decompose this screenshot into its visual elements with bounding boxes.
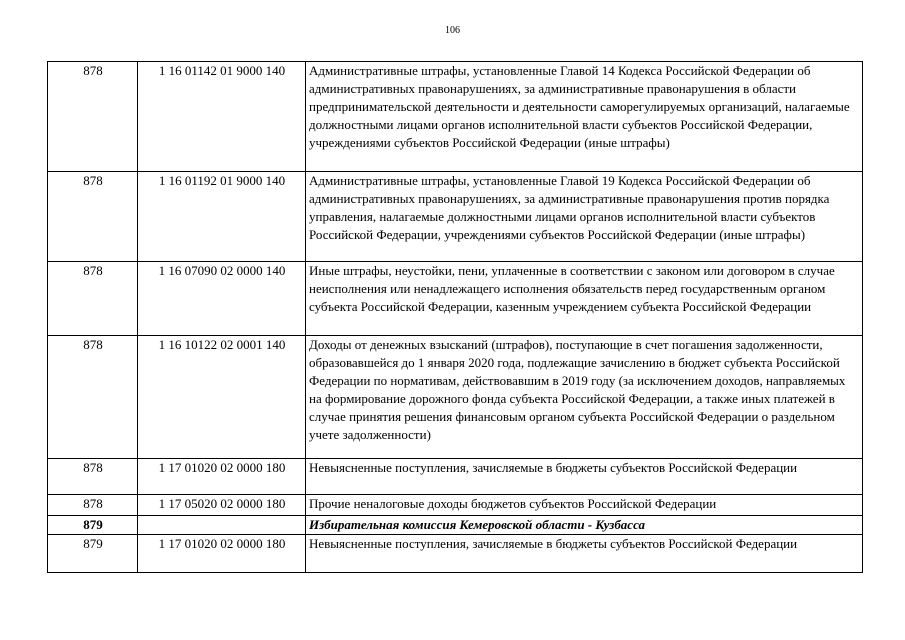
admin-code-cell: 878 — [48, 262, 138, 336]
table-row — [48, 535, 863, 573]
description-cell: Административные штрафы, установленные Главой 19 Кодекса Российской Федерации об административных правонарушениях, за административные правонарушения против порядка управления, налагаемые должностными лицами органов исполнительной власти субъектов Российской Федерации, учреждениями субъектов Российской Федерации (иные штрафы) — [306, 172, 863, 262]
admin-code-cell: 878 — [48, 336, 138, 459]
administrator-name-cell: Избирательная комиссия Кемеровской области - Кузбасса — [306, 516, 863, 535]
table-row-section-header — [48, 516, 863, 535]
revenue-code-cell: 1 16 07090 02 0000 140 — [138, 262, 306, 336]
revenue-code-cell — [138, 516, 306, 535]
revenue-code-cell: 1 17 01020 02 0000 180 — [138, 535, 306, 573]
description-cell: Невыясненные поступления, зачисляемые в бюджеты субъектов Российской Федерации — [306, 459, 863, 495]
table-row — [48, 495, 863, 516]
revenue-code-cell: 1 17 01020 02 0000 180 — [138, 459, 306, 495]
revenue-code-cell: 1 17 05020 02 0000 180 — [138, 495, 306, 516]
revenue-codes-table — [47, 61, 863, 573]
admin-code-cell: 878 — [48, 459, 138, 495]
revenue-code-cell: 1 16 01142 01 9000 140 — [138, 62, 306, 172]
table-row — [48, 459, 863, 495]
table-row — [48, 336, 863, 459]
admin-code-cell: 879 — [48, 535, 138, 573]
description-cell: Прочие неналоговые доходы бюджетов субъектов Российской Федерации — [306, 495, 863, 516]
admin-code-cell: 878 — [48, 172, 138, 262]
admin-code-cell: 878 — [48, 62, 138, 172]
page-number: 106 — [445, 25, 460, 36]
revenue-code-cell: 1 16 10122 02 0001 140 — [138, 336, 306, 459]
revenue-code-cell: 1 16 01192 01 9000 140 — [138, 172, 306, 262]
table-row — [48, 62, 863, 172]
description-cell: Иные штрафы, неустойки, пени, уплаченные в соответствии с законом или договором в случае неисполнения или ненадлежащего исполнения обязательств перед государственным органом субъекта Российской Федерации, казенным учреждением субъекта Российской Федерации — [306, 262, 863, 336]
table-row — [48, 262, 863, 336]
description-cell: Невыясненные поступления, зачисляемые в бюджеты субъектов Российской Федерации — [306, 535, 863, 573]
table-row — [48, 172, 863, 262]
description-cell: Административные штрафы, установленные Главой 14 Кодекса Российской Федерации об административных правонарушениях, за административные правонарушения в области предпринимательской деятельности и деятельности саморегулируемых организаций, налагаемые должностными лицами органов исполнительной власти субъектов Российской Федерации, учреждениями субъектов Российской Федерации (иные штрафы) — [306, 62, 863, 172]
admin-code-cell: 878 — [48, 495, 138, 516]
admin-code-cell: 879 — [48, 516, 138, 535]
description-cell: Доходы от денежных взысканий (штрафов), поступающие в счет погашения задолженности, образовавшейся до 1 января 2020 года, подлежащие зачислению в бюджет субъекта Российской Федерации по нормативам, действовавшим в 2019 году (за исключением доходов, направляемых на формирование дорожного фонда субъекта Российской Федерации, а также иных платежей в случае принятия решения финансовым органом субъекта Российской Федерации о раздельном учете задолженности) — [306, 336, 863, 459]
